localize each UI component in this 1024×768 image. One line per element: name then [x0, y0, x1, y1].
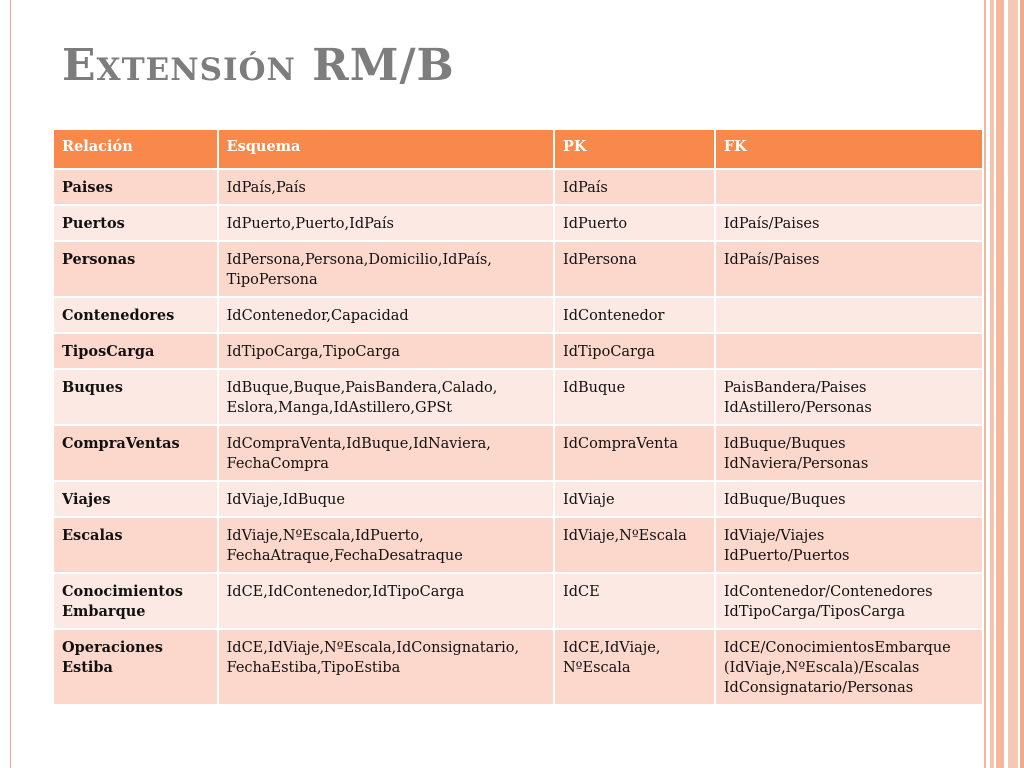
- cell-text-line: IdCE/ConocimientosEmbarque: [723, 640, 951, 656]
- table-row: [54, 482, 982, 516]
- cell-text-line: Escalas: [62, 527, 123, 544]
- cell-relacion: [54, 334, 217, 368]
- cell-esquema: [219, 574, 553, 628]
- cell-text-line: NºEscala: [562, 660, 631, 676]
- cell-text-line: (IdViaje,NºEscala)/Escalas: [723, 660, 920, 676]
- cell-text-line: IdPersona: [562, 252, 637, 268]
- cell-text-line: Contenedores: [62, 307, 175, 324]
- cell-esquema: [219, 206, 553, 240]
- table-row: [54, 298, 982, 332]
- table-row: [54, 170, 982, 204]
- cell-pk: [555, 334, 714, 368]
- cell-text-line: Operaciones: [62, 639, 163, 656]
- cell-text-line: IdBuque: [562, 380, 626, 396]
- cell-text-line: Eslora,Manga,IdAstillero,GPSt: [226, 400, 453, 416]
- cell-text-line: IdBuque,Buque,PaisBandera,Calado,: [226, 380, 498, 396]
- header-fk: FK: [716, 130, 982, 168]
- cell-text-line: IdTipoCarga: [562, 344, 655, 360]
- cell-text-line: FechaCompra: [226, 456, 329, 472]
- cell-text-line: TiposCarga: [62, 343, 155, 360]
- cell-text-line: IdBuque/Buques: [723, 492, 846, 508]
- cell-text-line: Estiba: [62, 659, 113, 676]
- cell-text-line: IdAstillero/Personas: [723, 400, 872, 416]
- header-pk: PK: [555, 130, 714, 168]
- cell-fk: [716, 298, 982, 332]
- cell-text-line: IdViaje,NºEscala: [562, 528, 687, 544]
- cell-pk: [555, 482, 714, 516]
- table-row: [54, 334, 982, 368]
- cell-relacion: [54, 170, 217, 204]
- header-esquema: Esquema: [219, 130, 553, 168]
- right-decorative-bars: [978, 0, 1024, 768]
- cell-text-line: IdConsignatario/Personas: [723, 680, 914, 696]
- slide-title: Extensión RM/B: [62, 40, 455, 91]
- cell-text-line: IdContenedor/Contenedores: [723, 584, 933, 600]
- cell-text-line: Puertos: [62, 215, 125, 232]
- cell-text-line: Paises: [62, 179, 113, 196]
- left-border-line: [10, 0, 11, 768]
- cell-fk: [716, 426, 982, 480]
- cell-fk: [716, 242, 982, 296]
- decorative-bar: [1008, 0, 1018, 768]
- cell-text-line: IdPaís/Paises: [723, 252, 820, 268]
- cell-text-line: IdViaje/Viajes: [723, 528, 825, 544]
- cell-text-line: PaisBandera/Paises: [723, 380, 867, 396]
- cell-text-line: FechaEstiba,TipoEstiba: [226, 660, 401, 676]
- cell-text-line: IdCE,IdContenedor,IdTipoCarga: [226, 584, 465, 600]
- cell-text-line: IdCompraVenta,IdBuque,IdNaviera,: [226, 436, 491, 452]
- table-body: [54, 170, 982, 704]
- cell-text-line: Buques: [62, 379, 123, 396]
- cell-text-line: Viajes: [62, 491, 111, 508]
- cell-esquema: [219, 334, 553, 368]
- cell-text-line: Personas: [62, 251, 136, 268]
- cell-esquema: [219, 630, 553, 704]
- cell-text-line: IdViaje,IdBuque: [226, 492, 345, 508]
- cell-fk: [716, 334, 982, 368]
- table-row: [54, 630, 982, 704]
- cell-fk: [716, 574, 982, 628]
- cell-text-line: IdPuerto,Puerto,IdPaís: [226, 216, 394, 232]
- cell-esquema: [219, 170, 553, 204]
- cell-pk: [555, 298, 714, 332]
- cell-text-line: IdCE: [562, 584, 600, 600]
- cell-esquema: [219, 426, 553, 480]
- cell-text-line: IdCE,IdViaje,: [562, 640, 661, 656]
- table-row: [54, 518, 982, 572]
- cell-pk: [555, 206, 714, 240]
- cell-text-line: CompraVentas: [62, 435, 180, 452]
- decorative-bar: [996, 0, 1004, 768]
- cell-relacion: [54, 298, 217, 332]
- cell-esquema: [219, 370, 553, 424]
- cell-esquema: [219, 482, 553, 516]
- cell-pk: [555, 426, 714, 480]
- cell-text-line: IdTipoCarga,TipoCarga: [226, 344, 401, 360]
- cell-text-line: TipoPersona: [226, 272, 318, 288]
- table-row: [54, 206, 982, 240]
- cell-text-line: Conocimientos: [62, 583, 183, 600]
- cell-text-line: IdPuerto/Puertos: [723, 548, 850, 564]
- cell-pk: [555, 170, 714, 204]
- cell-text-line: IdPaís: [562, 180, 608, 196]
- cell-relacion: [54, 206, 217, 240]
- cell-text-line: IdContenedor,Capacidad: [226, 308, 409, 324]
- table-row: [54, 370, 982, 424]
- cell-relacion: [54, 482, 217, 516]
- table-header-row: [54, 130, 982, 168]
- decorative-bar: [1020, 0, 1024, 768]
- cell-relacion: [54, 630, 217, 704]
- cell-text-line: IdBuque/Buques: [723, 436, 846, 452]
- cell-text-line: IdTipoCarga/TiposCarga: [723, 604, 906, 620]
- cell-esquema: [219, 242, 553, 296]
- cell-text-line: IdCE,IdViaje,NºEscala,IdConsignatario,: [226, 640, 520, 656]
- cell-pk: [555, 518, 714, 572]
- decorative-bar: [984, 0, 986, 768]
- cell-relacion: [54, 574, 217, 628]
- cell-pk: [555, 370, 714, 424]
- cell-relacion: [54, 518, 217, 572]
- decorative-bar: [990, 0, 994, 768]
- cell-pk: [555, 242, 714, 296]
- cell-fk: [716, 482, 982, 516]
- cell-esquema: [219, 298, 553, 332]
- cell-text-line: IdViaje: [562, 492, 615, 508]
- cell-text-line: IdPaís/Paises: [723, 216, 820, 232]
- header-relacion: Relación: [54, 130, 217, 168]
- cell-pk: [555, 574, 714, 628]
- cell-esquema: [219, 518, 553, 572]
- cell-text-line: IdPaís,País: [226, 180, 306, 196]
- cell-text-line: IdPersona,Persona,Domicilio,IdPaís,: [226, 252, 492, 268]
- cell-text-line: IdViaje,NºEscala,IdPuerto,: [226, 528, 424, 544]
- table-row: [54, 574, 982, 628]
- cell-text-line: FechaAtraque,FechaDesatraque: [226, 548, 463, 564]
- cell-relacion: [54, 370, 217, 424]
- relational-schema-table: [52, 128, 984, 706]
- cell-pk: [555, 630, 714, 704]
- cell-text-line: IdPuerto: [562, 216, 628, 232]
- cell-relacion: [54, 242, 217, 296]
- cell-text-line: IdContenedor: [562, 308, 665, 324]
- cell-fk: [716, 518, 982, 572]
- cell-fk: [716, 206, 982, 240]
- cell-fk: [716, 630, 982, 704]
- table-row: [54, 426, 982, 480]
- cell-text-line: IdNaviera/Personas: [723, 456, 869, 472]
- cell-fk: [716, 370, 982, 424]
- cell-relacion: [54, 426, 217, 480]
- cell-text-line: Embarque: [62, 603, 146, 620]
- cell-fk: [716, 170, 982, 204]
- table-row: [54, 242, 982, 296]
- cell-text-line: IdCompraVenta: [562, 436, 678, 452]
